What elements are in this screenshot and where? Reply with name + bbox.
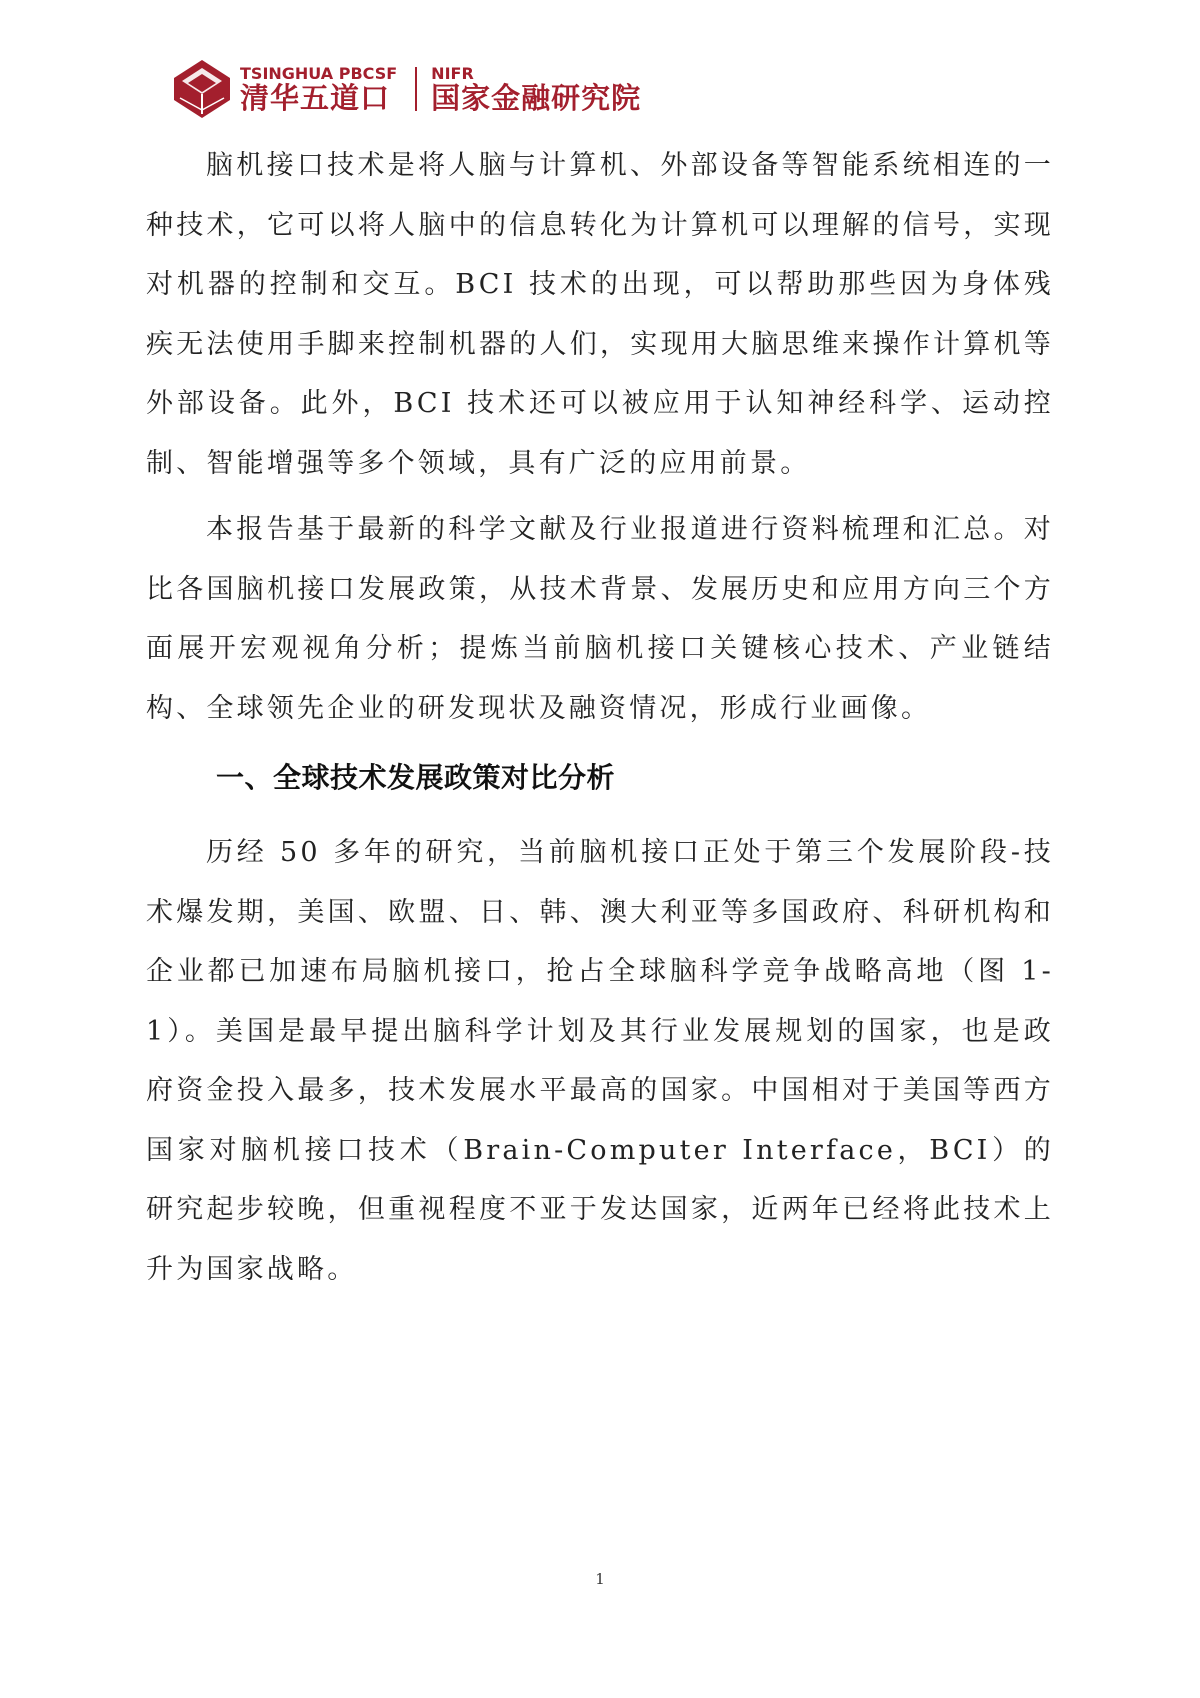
logo-right-text	[431, 65, 641, 114]
logo-english-name: TSINGHUA PBCSF	[240, 63, 398, 83]
logo-nifr-name: 国家金融研究院	[431, 80, 642, 115]
section-heading: 一、全球技术发展政策对比分析	[216, 761, 616, 794]
page-number: 1	[595, 1570, 605, 1588]
paragraph-policy-analysis: 历经 50 多年的研究，当前脑机接口正处于第三个发展阶段-技术爆发期，美国、欧盟、日、韩、澳大利亚等多国政府、科研机构和企业都已加速布局脑机接口，抢占全球脑科学竞争战略高地（图 1-1）。美国是最早提出脑科学计划及其行业发展规划的国家，也是政府资金投入最多，技术发展水平最高的国家。中国相对于美国等西方国家对脑机接口技术（Brain-Computer Interface，BCI）的研究起步较晚，但重视程度不亚于发达国家，近两年已经将此技术上升为国家战略。	[146, 837, 1054, 1285]
logo-chinese-name: 清华五道口	[240, 80, 391, 115]
logo-divider	[415, 67, 417, 111]
logo-left-text	[240, 65, 397, 114]
paragraph-report-scope: 本报告基于最新的科学文献及行业报道进行资料梳理和汇总。对比各国脑机接口发展政策，从技术背景、发展历史和应用方向三个方面展开宏观视角分析；提炼当前脑机接口关键核心技术、产业链结构、全球领先企业的研发现状及融资情况，形成行业画像。	[146, 514, 1054, 724]
tsinghua-emblem-icon	[172, 58, 232, 120]
paragraph-intro: 脑机接口技术是将人脑与计算机、外部设备等智能系统相连的一种技术，它可以将人脑中的信息转化为计算机可以理解的信号，实现对机器的控制和交互。BCI 技术的出现，可以帮助那些因为身体残疾无法使用手脚来控制机器的人们，实现用大脑思维来操作计算机等外部设备。此外，BCI 技术还可以被应用于认知神经科学、运动控制、智能增强等多个领域，具有广泛的应用前景。	[146, 150, 1054, 479]
logo-nifr-abbr: NIFR	[431, 63, 474, 83]
header-logo	[172, 56, 641, 122]
